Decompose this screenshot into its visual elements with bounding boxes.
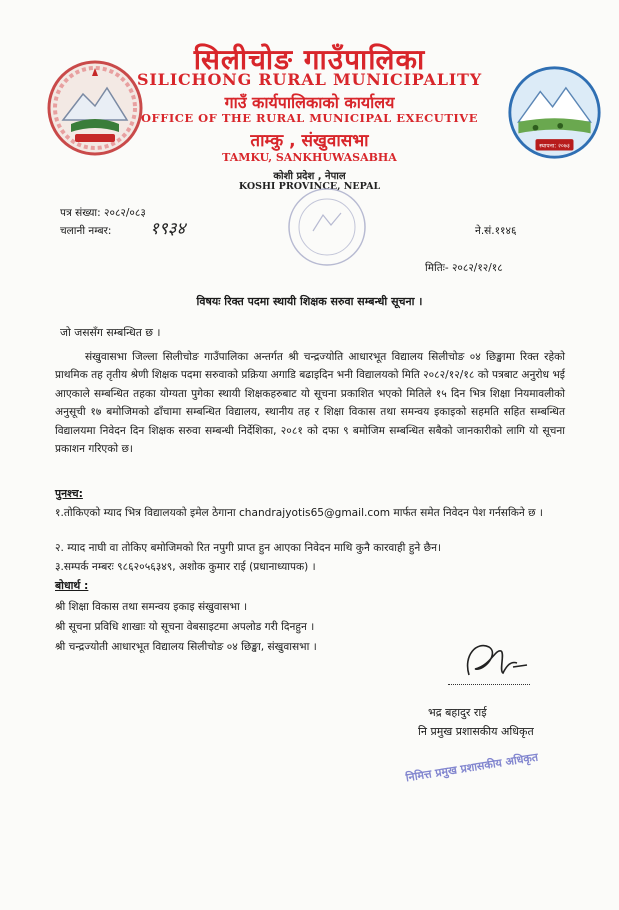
postscript-item: १.तोकिएको म्याद भित्र विद्यालयको इमेल ठेगाना chandrajyotis65@gmail.com मार्फत समेत निवेदन पेश गर्नसकिने छ । [55,507,543,519]
office-seal-stamp-icon [285,185,369,269]
location-english: TAMKU, SANKHUWASABHA [222,151,397,164]
province-nepali: कोशी प्रदेश , नेपाल [273,171,346,182]
right-logo-caption: स्थापना: २०७३ [539,143,570,150]
letter-number: पत्र संख्या: २०८२/०८३ [60,207,146,219]
cc-item: श्री चन्द्रज्योती आधारभूत विद्यालय सिलीचोङ ०४ छिङ्खा, संखुवासभा । [55,641,317,653]
signer-title: नि प्रमुख प्रशासकीय अधिकृत [418,725,534,738]
letter-body: संखुवासभा जिल्ला सिलीचोङ गाउँपालिका अन्तर्गत श्री चन्द्रज्योति आधारभूत विद्यालय सिलीचोङ ०४ छिङ्खामा रिक्त रहेको प्राथमिक तह तृतीय श्रेणी शिक्षक पदमा सरुवाको प्रक्रिया अगाडि बढाइदिन भनी विद्यालयको मिति २०८२/१२/१८ को पत्रबाट अनुरोध भई आएकाले सम्बन्धित तहका योग्यता पुगेका स्थायी शिक्षकहरुबाट यो सूचना प्रकाशित भएको मितिले १५ दिन भित्र शिक्षा नियमावलीको अनुसूची १७ बमोजिमको ढाँचामा सम्बन्धित विद्यालय, स्थानीय तह र शिक्षा विकास तथा समन्वय इकाइको सहमति सहित सम्बन्धित विद्यालयमा निवेदन दिन शिक्षक सरुवा सम्बन्धी निर्देशिका, २०८१ को दफा ९ बमोजिम सम्बन्धित सबैको जानकारीको लागि यो सूचना प्रकाशन गरिएको छ। [55,351,565,456]
office-name-nepali: गाउँ कार्यपालिकाको कार्यालय [224,93,395,112]
reference-number: ने.सं.११४६ [475,225,517,237]
office-name-english: OFFICE OF THE RURAL MUNICIPAL EXECUTIVE [141,111,478,125]
postscript-item: २. म्याद नाघी वा तोकिए बमोजिमको रित नपुगी प्राप्त हुन आएका निवेदन माथि कुनै कारवाही हुने छैन। [55,542,441,554]
dispatch-number-value: १९३४ [150,219,186,239]
cc-item: श्री सूचना प्रविधि शाखाः यो सूचना वेबसाइटमा अपलोड गरी दिनहुन । [55,621,315,633]
dispatch-number-label: चलानी नम्बर: [60,225,112,237]
municipality-name-nepali: सिलीचोङ गाउँपालिका [193,43,426,76]
signature-icon [455,635,545,690]
designation-stamp: निमित्त प्रमुख प्रशासकीय अधिकृत [404,750,539,785]
location-nepali: ताम्कु , संखुवासभा [250,131,369,151]
salutation: जो जससँग सम्बन्धित छ । [60,326,161,339]
letter-date: मितिः- २०८२/१२/१८ [425,262,503,274]
municipality-name-english: SILICHONG RURAL MUNICIPALITY [137,70,482,89]
province-english: KOSHI PROVINCE, NEPAL [238,181,381,192]
postscript-item: ३.सम्पर्क नम्बरः ९८६२०५६३४९, अशोक कुमार राई (प्रधानाध्यापक) । [55,561,316,573]
cc-item: श्री शिक्षा विकास तथा समन्वय इकाइ संखुवासभा । [55,601,248,613]
signature-line [448,684,530,685]
letter-subject: विषयः रिक्त पदमा स्थायी शिक्षक सरुवा सम्बन्धी सूचना । [196,295,423,308]
postscript-heading: पुनश्च: [55,487,83,500]
cc-heading: बोधार्थ : [55,579,89,592]
signer-name: भद्र बहादुर राई [428,706,487,719]
